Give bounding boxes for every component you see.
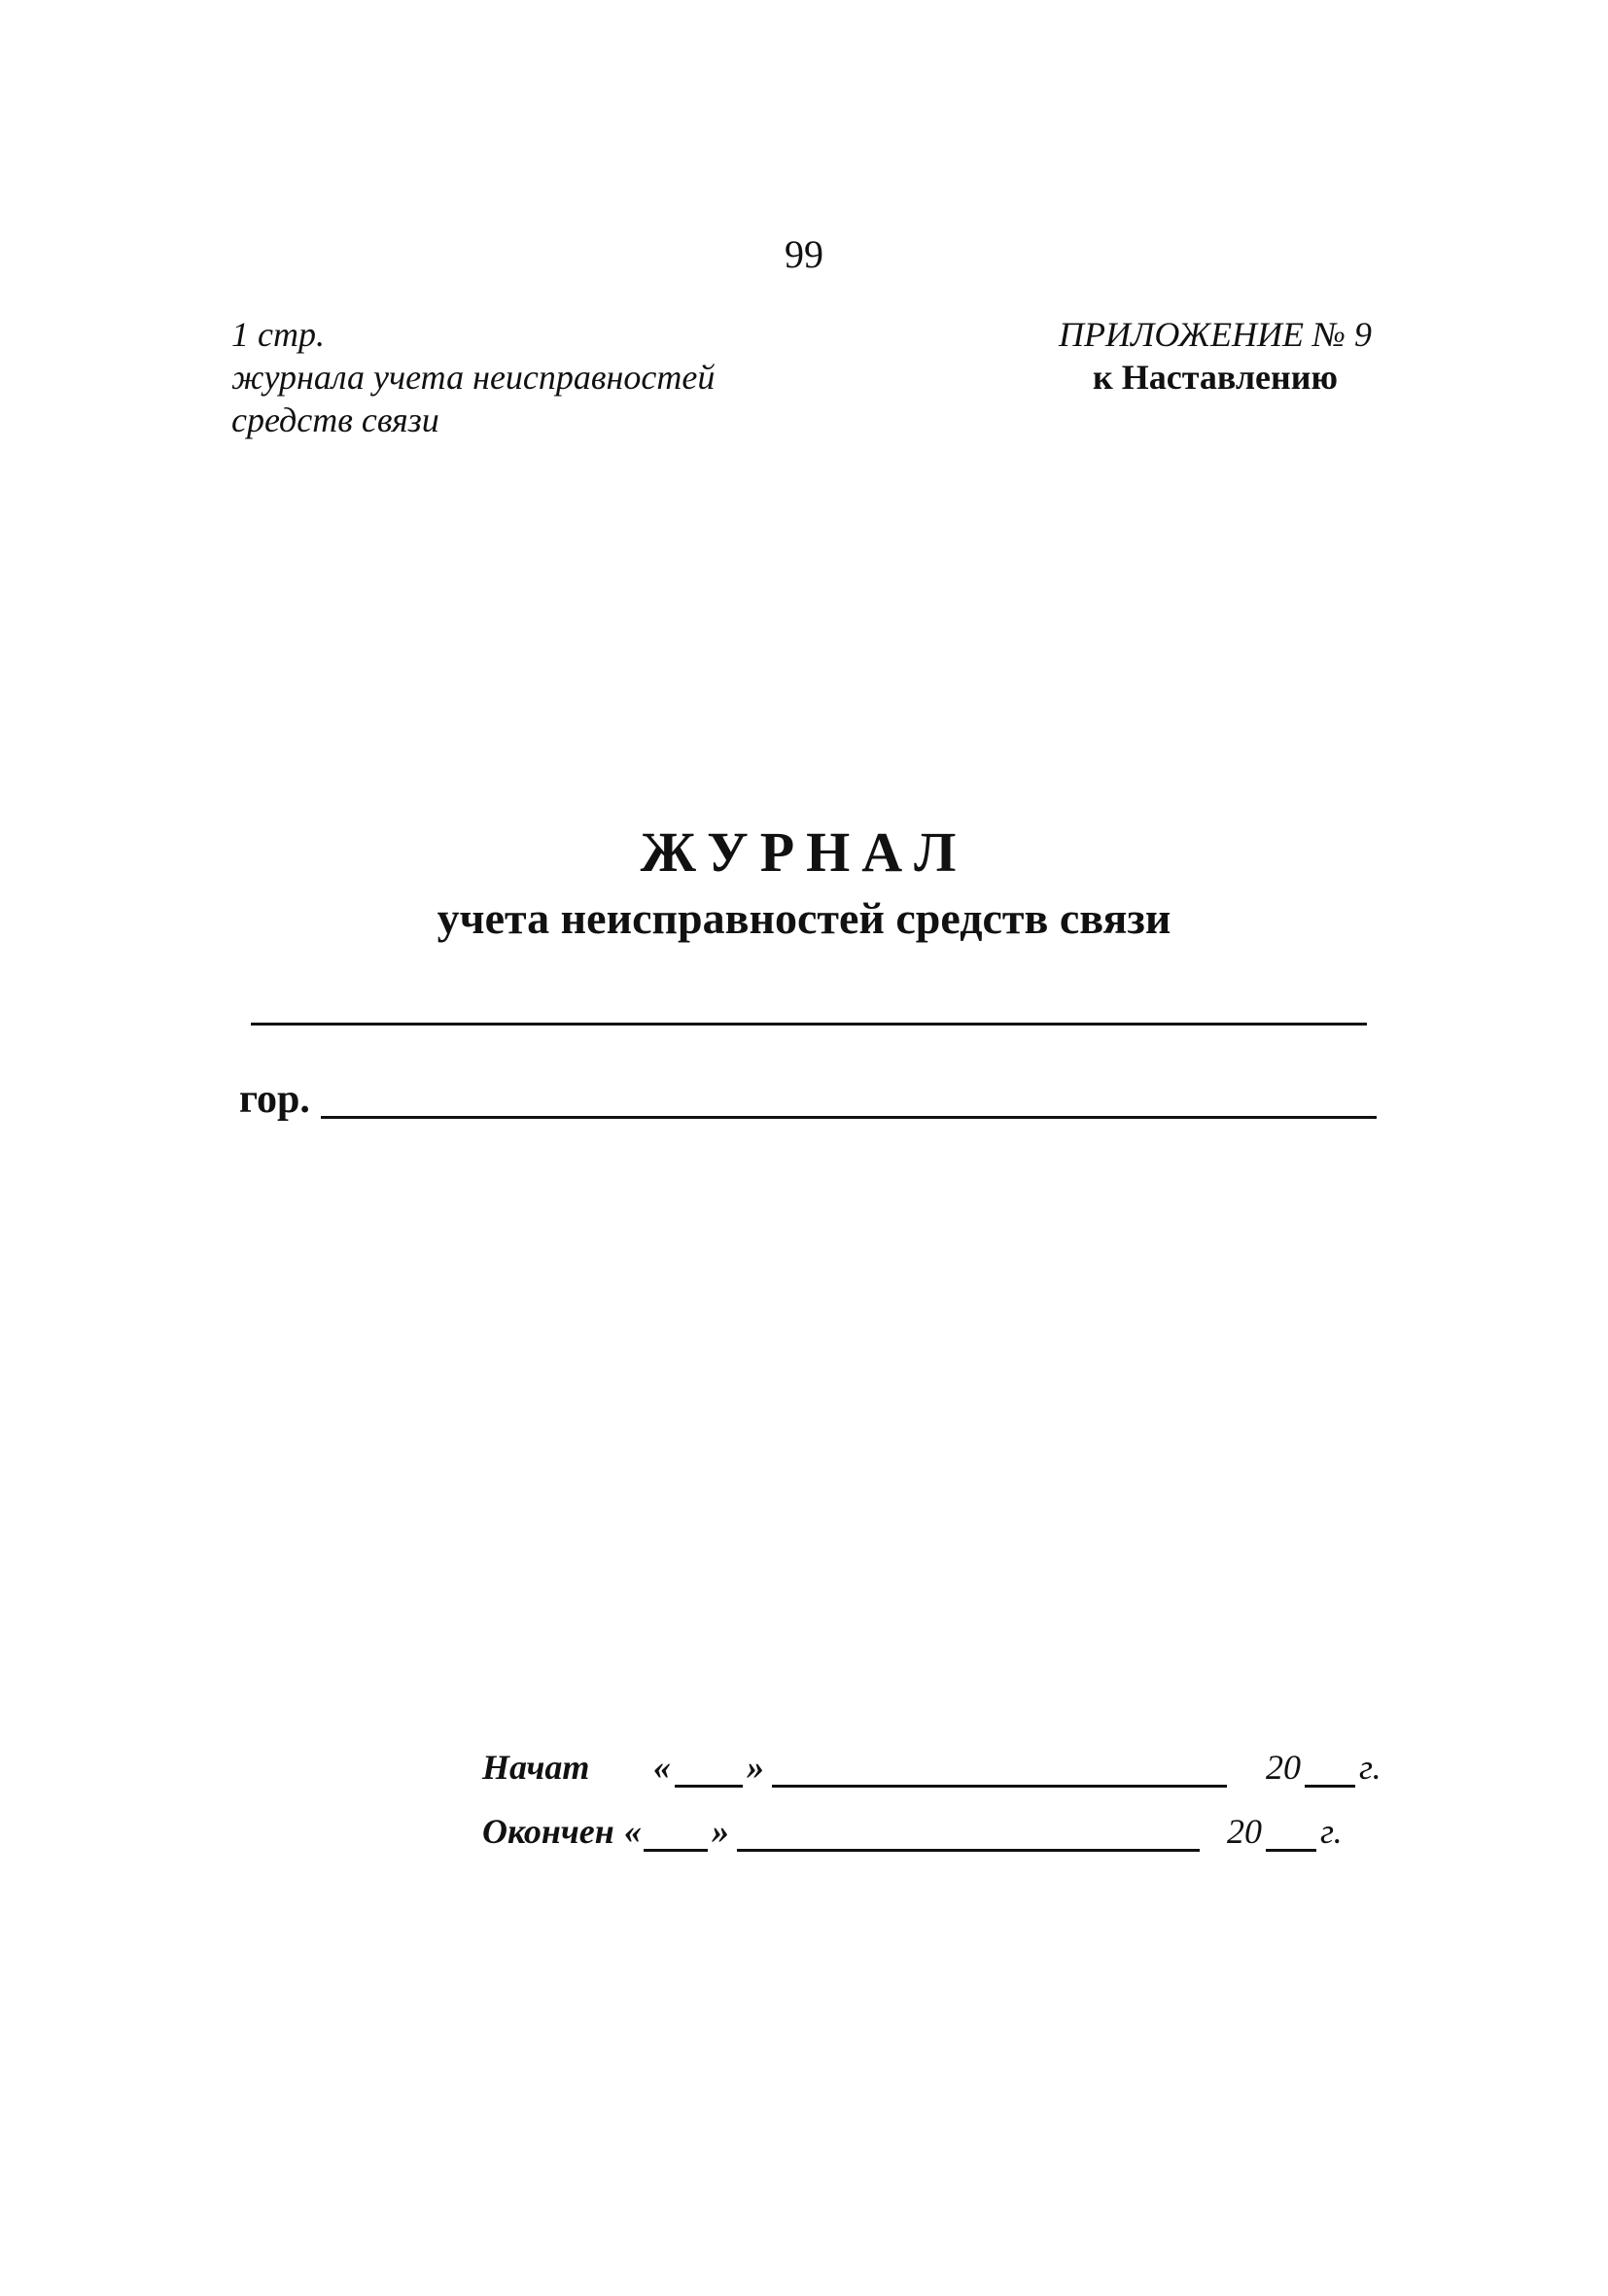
end-year-prefix: 20 (1227, 1812, 1262, 1851)
appendix-number: ПРИЛОЖЕНИЕ № 9 (1059, 315, 1372, 354)
end-day-blank (644, 1849, 708, 1852)
journal-subtitle: учета неисправностей средств связи (437, 893, 1171, 943)
city-label: гор. (239, 1077, 310, 1122)
form-caption-subject: средств связи (231, 400, 439, 439)
start-year-blank (1305, 1785, 1355, 1788)
end-close-quote: » (712, 1812, 729, 1851)
end-date-row (482, 1810, 1357, 1862)
organization-blank-line (251, 1023, 1367, 1026)
end-month-blank (737, 1849, 1200, 1852)
appendix-reference: к Наставлению (1093, 358, 1338, 397)
form-caption (231, 313, 715, 441)
start-date-label: Начат (482, 1748, 590, 1787)
journal-title: ЖУРНАЛ (640, 820, 968, 884)
start-close-quote: » (747, 1748, 764, 1787)
start-month-blank (772, 1785, 1227, 1788)
city-blank-line (321, 1116, 1377, 1119)
appendix-header (1021, 313, 1410, 399)
start-open-quote: « (653, 1748, 671, 1787)
start-year-prefix: 20 (1266, 1748, 1301, 1787)
form-caption-page: 1 стр. (231, 315, 325, 354)
city-row (239, 1075, 1377, 1133)
journal-title-block (0, 818, 1608, 947)
form-caption-journal: журнала учета неисправностей (231, 358, 716, 397)
start-day-blank (675, 1785, 743, 1788)
end-date-label: Окончен (482, 1812, 614, 1851)
end-open-quote: « (624, 1812, 642, 1851)
page-number: 99 (785, 232, 823, 276)
end-year-blank (1266, 1849, 1316, 1852)
start-year-suffix: г. (1359, 1748, 1381, 1787)
end-year-suffix: г. (1320, 1812, 1343, 1851)
start-date-row (482, 1746, 1396, 1798)
